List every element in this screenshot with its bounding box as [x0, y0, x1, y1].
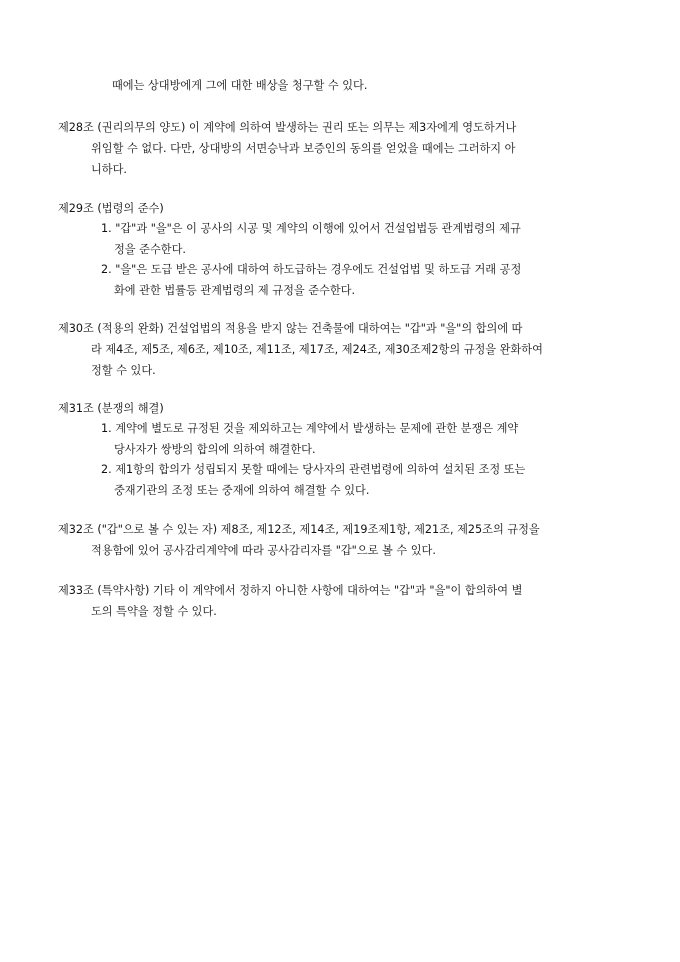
article33-line2: 도의 특약을 정할 수 있다. [91, 605, 217, 618]
article31-item1-line1: 1. 계약에 별도로 규정된 것을 제외하고는 계약에서 발생하는 문제에 관한 분쟁은 계약 [101, 422, 519, 435]
article27-continuation: 때에는 상대방에게 그에 대한 배상을 청구할 수 있다. [112, 79, 368, 92]
article28-line3: 니하다. [91, 163, 127, 176]
article29-item2-line2: 화에 관한 법률등 관계법령의 제 규정을 준수한다. [114, 284, 356, 297]
article30-line3: 정할 수 있다. [91, 364, 156, 377]
article31-item1-line2: 당사자가 쌍방의 합의에 의하여 해결한다. [114, 443, 316, 456]
article28-line1: 제28조 (권리의무의 양도) 이 계약에 의하여 발생하는 권리 또는 의무는 제3자에게 영도하거나 [58, 121, 517, 134]
article32-line1: 제32조 ("갑"으로 볼 수 있는 자) 제8조, 제12조, 제14조, 제19조제1항, 제21조, 제25조의 규정을 [58, 523, 540, 536]
article33-line1: 제33조 (특약사항) 기타 이 계약에서 정하지 아니한 사항에 대하여는 "갑"과 "을"이 합의하여 별 [58, 584, 523, 597]
article29-item1-line1: 1. "갑"과 "을"은 이 공사의 시공 및 계약의 이행에 있어서 건설업법등 관계법령의 제규 [101, 222, 521, 235]
article32-line2: 적용함에 있어 공사감리계약에 따라 공사감리자를 "갑"으로 볼 수 있다. [91, 544, 436, 557]
article29-item1-line2: 정을 준수한다. [114, 243, 186, 256]
article28-line2: 위임할 수 없다. 다만, 상대방의 서면승낙과 보증인의 동의를 얻었을 때에는 그러하지 아 [91, 142, 516, 155]
article31-title: 제31조 (분쟁의 해결) [58, 402, 164, 415]
article30-line1: 제30조 (적용의 완화) 건설업법의 적용을 받지 않는 건축물에 대하여는 "갑"과 "을"의 합의에 따 [58, 322, 523, 335]
article29-title: 제29조 (법령의 준수) [58, 202, 164, 215]
article31-item2-line1: 2. 제1항의 합의가 성립되지 못할 때에는 당사자의 관련법령에 의하여 설치된 조정 또는 [101, 463, 526, 476]
article30-line2: 라 제4조, 제5조, 제6조, 제10조, 제11조, 제17조, 제24조, 제30조제2항의 규정을 완화하여 [91, 343, 543, 356]
article29-item2-line1: 2. "을"은 도급 받은 공사에 대하여 하도급하는 경우에도 건설업법 및 하도급 거래 공정 [101, 263, 522, 276]
article31-item2-line2: 중재기관의 조정 또는 중재에 의하여 해결할 수 있다. [114, 484, 370, 497]
